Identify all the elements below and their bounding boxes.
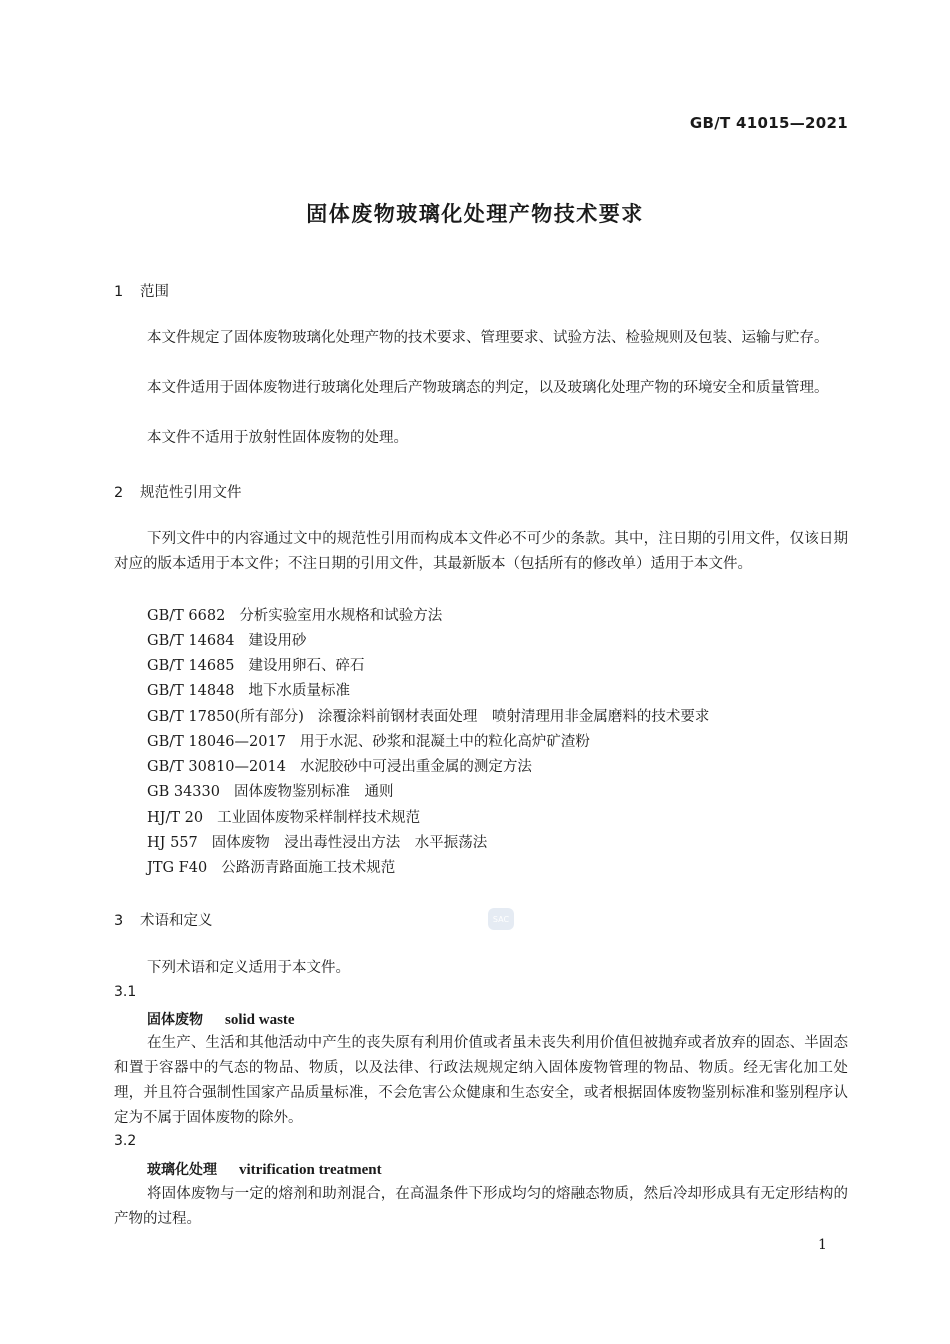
paragraph: 本文件不适用于放射性固体废物的处理。 (147, 430, 408, 446)
reference-title: 水泥胶砂中可浸出重金属的测定方法 (299, 759, 532, 775)
reference-title: 固体废物 浸出毒性浸出方法 水平振荡法 (211, 835, 488, 851)
reference-item (147, 730, 590, 751)
reference-title: 分析实验室用水规格和试验方法 (239, 608, 443, 624)
reference-title: 涂覆涂料前钢材表面处理 喷射清理用非金属磨料的技术要求 (317, 709, 710, 725)
reference-title: 公路沥青路面施工技术规范 (221, 860, 396, 876)
standard-code: GB/T 41015—2021 (689, 114, 848, 132)
reference-title: 建设用砂 (248, 633, 307, 649)
document-title: 固体废物玻璃化处理产物技术要求 (306, 202, 644, 226)
clause-number: 3.1 (114, 984, 137, 1000)
reference-item (147, 831, 487, 852)
reference-code: GB/T 30810—2014 (147, 759, 286, 775)
clause-number: 3.2 (114, 1133, 137, 1149)
reference-code: GB/T 14685 (147, 658, 235, 674)
reference-title: 建设用卵石、碎石 (248, 658, 365, 674)
term-heading (147, 1159, 382, 1179)
section-number: 3 (114, 913, 124, 929)
reference-item (147, 856, 395, 877)
section-title: 范围 (140, 284, 169, 300)
reference-title: 用于水泥、砂浆和混凝土中的粒化高炉矿渣粉 (299, 734, 590, 750)
paragraph: 下列文件中的内容通过文中的规范性引用而构成本文件必不可少的条款。其中，注日期的引用文件，仅该日期对应的版本适用于本文件；不注日期的引用文件，其最新版本（包括所有的修改单）适用于本文件。 (114, 531, 848, 572)
reference-code: HJ/T 20 (147, 810, 204, 826)
sac-watermark-logo (487, 907, 515, 931)
definition: 在生产、生活和其他活动中产生的丧失原有利用价值或者虽未丧失利用价值但被抛弃或者放弃的固态、半固态和置于容器中的气态的物品、物质，以及法律、行政法规规定纳入固体废物管理的物品、物质。经无害化加工处理，并且符合强制性国家产品质量标准，不会危害公众健康和生态安全，或者根据固体废物鉴别标准和鉴别程序认定为不属于固体废物的除外。 (114, 1035, 848, 1126)
paragraph: 本文件适用于固体废物进行玻璃化处理后产物玻璃态的判定，以及玻璃化处理产物的环境安全和质量管理。 (147, 380, 829, 396)
reference-item (147, 755, 532, 776)
reference-item (147, 679, 350, 700)
reference-code: GB 34330 (147, 784, 220, 800)
reference-title: 地下水质量标准 (248, 683, 351, 699)
reference-title: 工业固体废物采样制样技术规范 (217, 810, 421, 826)
reference-code: GB/T 14848 (147, 683, 235, 699)
paragraph: 本文件规定了固体废物玻璃化处理产物的技术要求、管理要求、试验方法、检验规则及包装、运输与贮存。 (147, 330, 829, 346)
paragraph: 下列术语和定义适用于本文件。 (147, 960, 350, 976)
section-number: 1 (114, 284, 124, 300)
page-number: 1 (818, 1237, 827, 1253)
section-2-heading (114, 481, 242, 502)
reference-item (147, 705, 709, 726)
term-en: vitrification treatment (239, 1162, 382, 1178)
reference-code: GB/T 14684 (147, 633, 235, 649)
section-number: 2 (114, 485, 124, 501)
section-3-heading (114, 909, 213, 930)
section-1-heading (114, 280, 169, 301)
reference-code: GB/T 18046—2017 (147, 734, 286, 750)
reference-item (147, 629, 307, 650)
reference-code: JTG F40 (147, 860, 208, 876)
reference-code: GB/T 17850(所有部分) (147, 709, 304, 725)
reference-code: HJ 557 (147, 835, 198, 851)
logo-text: SAC (492, 915, 510, 924)
term-zh: 玻璃化处理 (147, 1162, 217, 1178)
reference-item (147, 806, 420, 827)
reference-item (147, 654, 365, 675)
reference-title: 固体废物鉴别标准 通则 (233, 784, 394, 800)
section-title: 规范性引用文件 (140, 485, 242, 501)
definition: 将固体废物与一定的熔剂和助剂混合，在高温条件下形成均匀的熔融态物质，然后冷却形成具有无定形结构的产物的过程。 (114, 1186, 848, 1227)
term-en: solid waste (225, 1012, 295, 1028)
reference-code: GB/T 6682 (147, 608, 226, 624)
term-zh: 固体废物 (147, 1012, 203, 1028)
term-heading (147, 1009, 295, 1029)
reference-item (147, 780, 393, 801)
section-title: 术语和定义 (140, 913, 213, 929)
reference-item (147, 604, 442, 625)
